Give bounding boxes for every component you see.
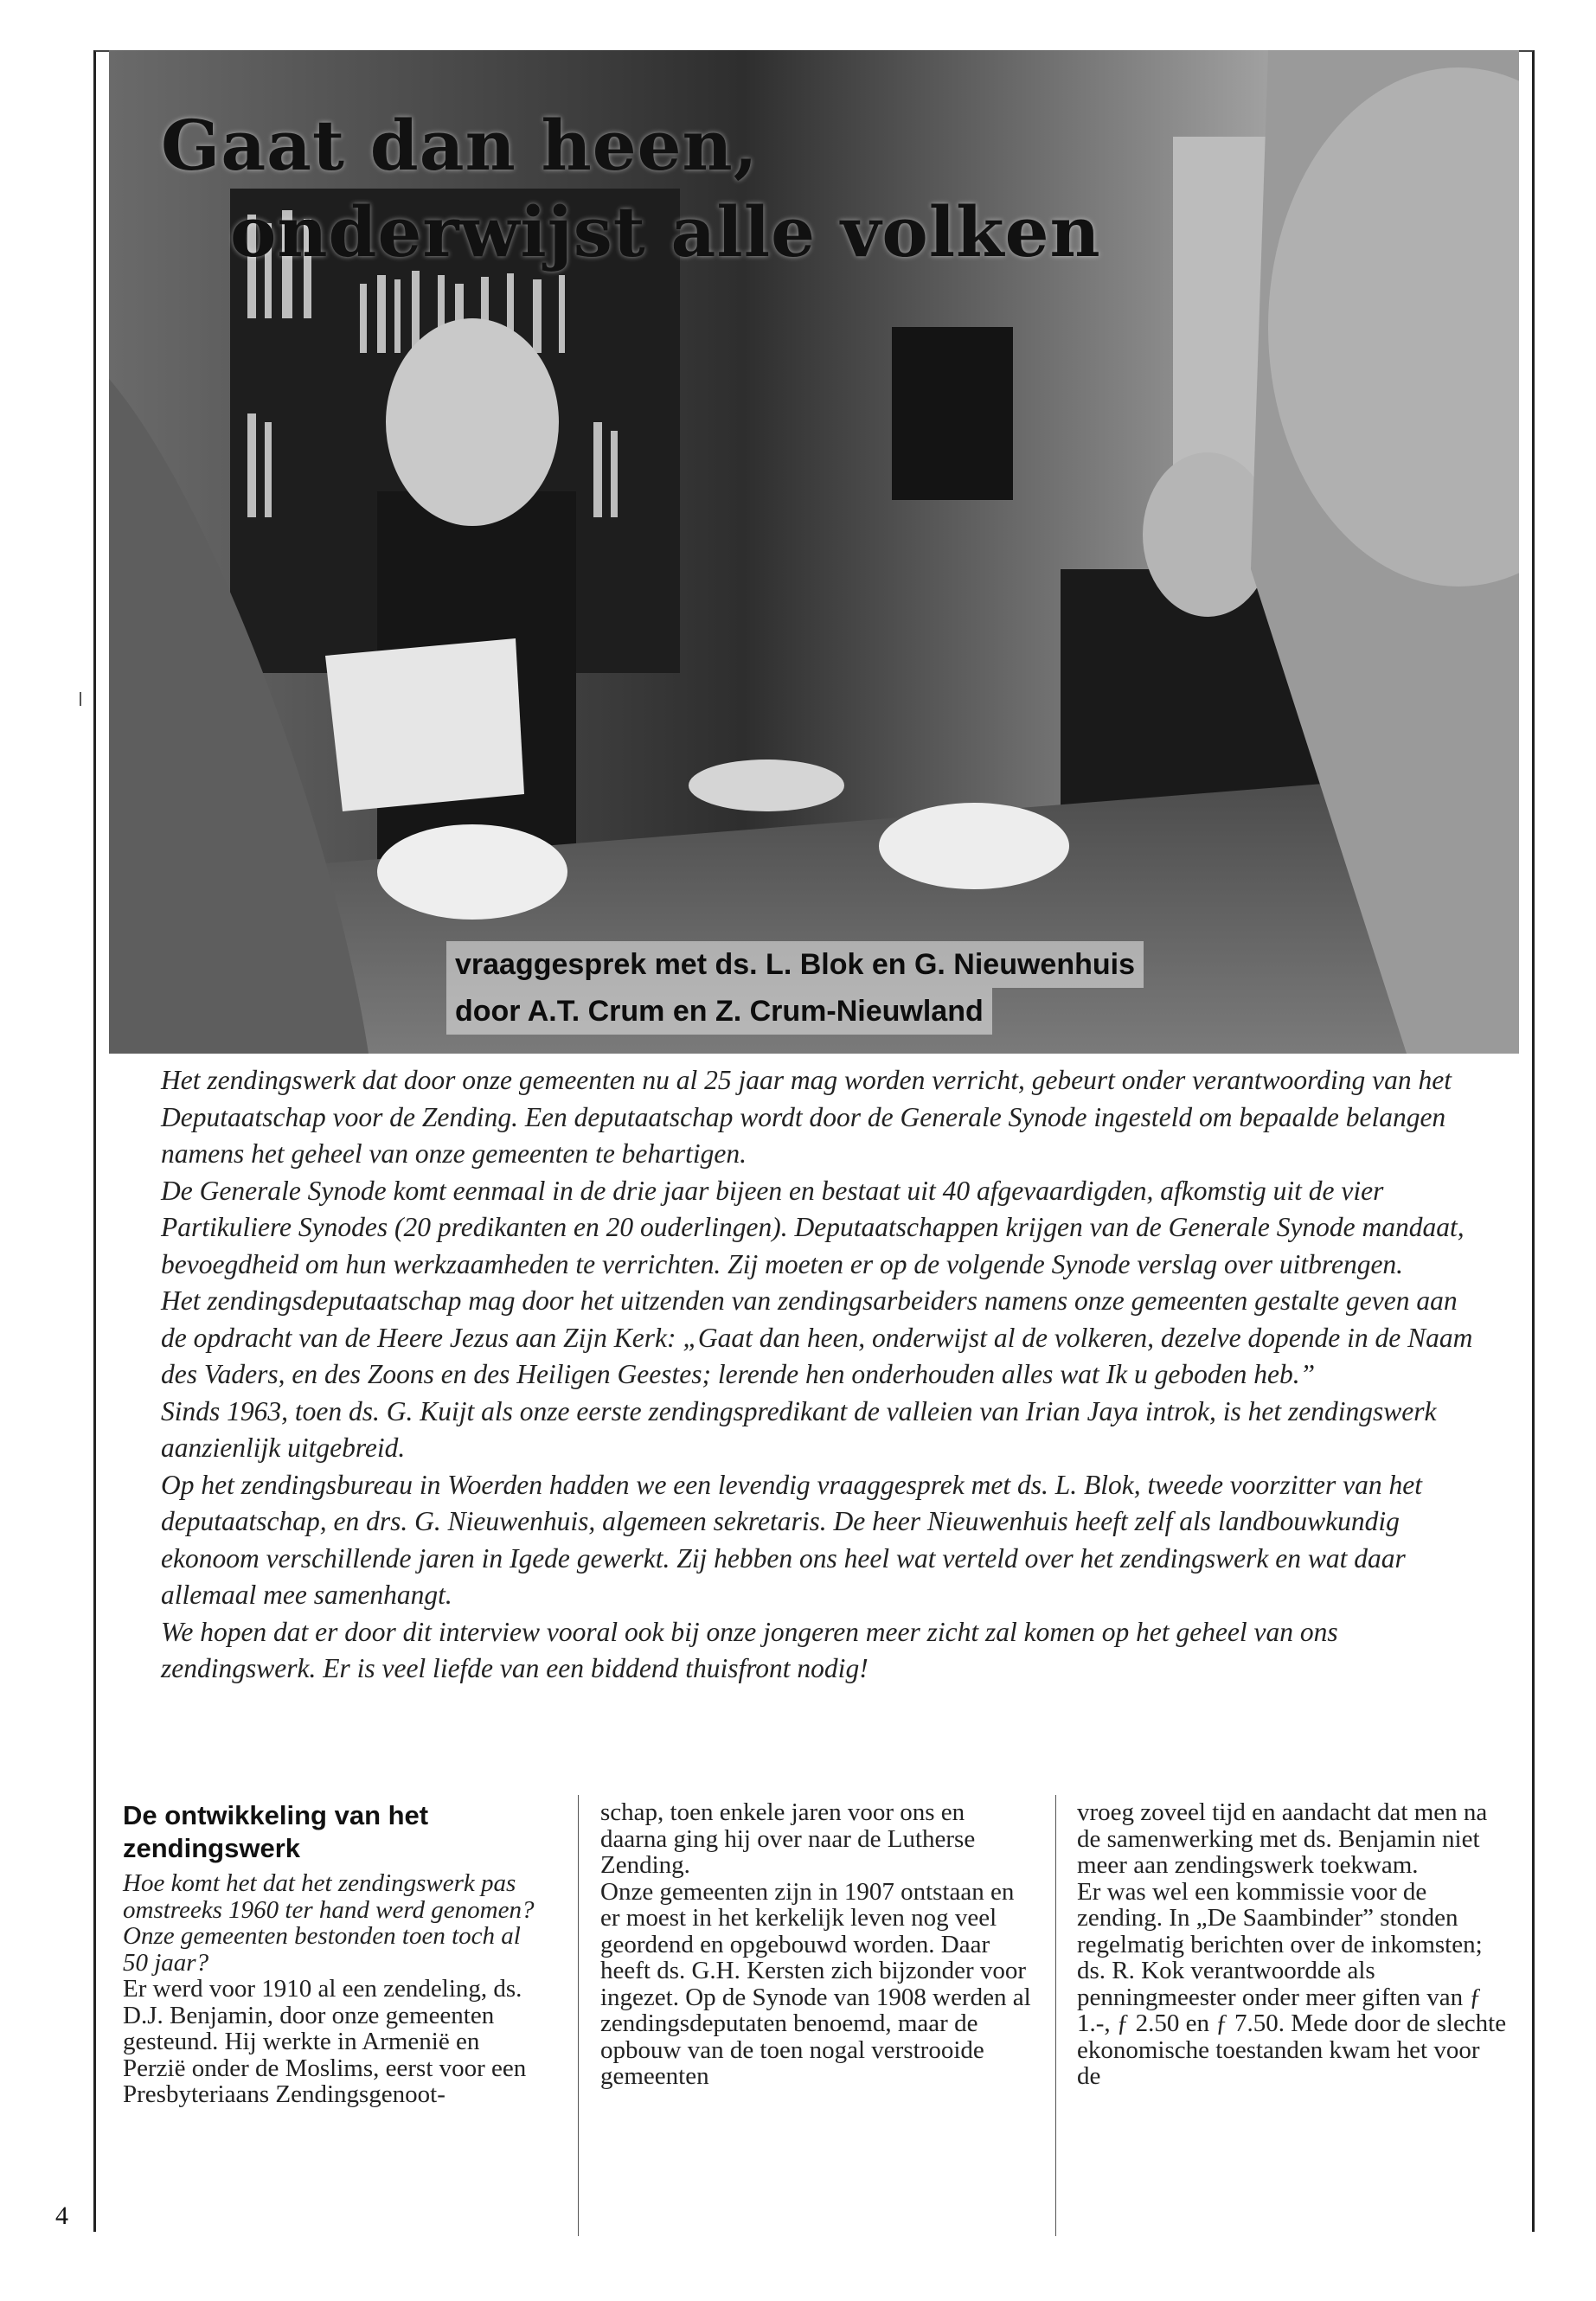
intro-paragraph: Sinds 1963, toen ds. G. Kuijt als onze eerste zendingspredikant de valleien van Irian Jaya introk, is het zendingswerk aanzienlijk uitgebreid. <box>161 1395 1437 1463</box>
interview-photo <box>109 50 1519 1054</box>
body-paragraph: Onze gemeenten zijn in 1907 ontstaan en er moest in het kerkelijk leven nog veel geordend en opgebouwd worden. Daar heeft ds. G.H. Kersten zich bijzonder voor ingezet. Op de Synode van 1908 werden al zendingsdeputaten benoemd, maar de opbouw van de toen nogal verstrooide gemeenten <box>600 1877 1031 2090</box>
intro-paragraph: De Generale Synode komt eenmaal in de drie jaar bijeen en bestaat uit 40 afgevaardigden, afkomstig uit de vier Partikuliere Synodes (20 predikanten en 20 ouderlingen). Deputaatschappen krijgen van de Generale Synode mandaat, bevoegdheid om hun werkzaamheden te verrichten. Zij moeten er op de volgende Synode verslag over uitbrengen. <box>161 1175 1465 1279</box>
column-2 <box>600 1799 1033 2090</box>
body-paragraph: schap, toen enkele jaren voor ons en daarna ging hij over naar de Lutherse Zending. <box>600 1798 976 1879</box>
intro-paragraph: Het zendingswerk dat door onze gemeenten nu al 25 jaar mag worden verricht, gebeurt onder verantwoording van het Deputaatschap voor de Zending. Een deputaatschap wordt door de Generale Synode ingesteld om bepaalde belangen namens het geheel van onze gemeenten te behartigen. <box>161 1065 1452 1169</box>
article-title <box>161 102 1101 275</box>
title-line-2: onderwijst alle volken <box>230 191 1101 272</box>
body-paragraph: Er werd voor 1910 al een zendeling, ds. D.J. Benjamin, door onze gemeenten gesteund. Hij werkte in Armenië en Perzië onder de Moslims, eerst voor een Presbyteriaans Zendingsgenoot- <box>123 1975 527 2108</box>
column-rule <box>1055 1795 1056 2236</box>
page-number: 4 <box>55 2202 68 2230</box>
byline-interviewees: vraaggesprek met ds. L. Blok en G. Nieuwenhuis <box>446 941 1144 988</box>
section-heading: De ontwikkeling van het zendingswerk <box>123 1800 429 1863</box>
column-1 <box>123 1799 538 2108</box>
intro-paragraph: Het zendingsdeputaatschap mag door het uitzenden van zendingsarbeiders namens onze gemeenten gestalte geven aan de opdracht van de Heere Jezus aan Zijn Kerk: „Gaat dan heen, onderwijst al de volkeren, dezelve dopende in de Naam des Vaders, en des Zoons en des Heiligen Geestes; lerende hen onderhouden alles wat Ik u geboden heb.” <box>161 1285 1473 1389</box>
intro-paragraph: We hopen dat er door dit interview vooral ook bij onze jongeren meer zicht zal komen op het geheel van ons zendingswerk. Er is veel liefde van een biddend thuisfront nodig! <box>161 1616 1338 1683</box>
column-3 <box>1077 1799 1509 2090</box>
column-rule <box>578 1795 579 2236</box>
interview-question: Hoe komt het dat het zendingswerk pas omstreeks 1960 ter hand werd genomen? Onze gemeenten bestonden toen toch al 50 jaar? <box>123 1869 535 1977</box>
intro-paragraph: Op het zendingsbureau in Woerden hadden we een levendig vraaggesprek met ds. L. Blok, tweede voorzitter van het deputaatschap, en drs. G. Nieuwenhuis, algemeen sekretaris. De heer Nieuwenhuis heeft zelf als landbouwkundig ekonoom verschillende jaren in Igede gewerkt. Zij hebben ons heel wat verteld over het zendingswerk en wat daar allemaal mee samenhangt. <box>161 1469 1423 1610</box>
title-line-1: Gaat dan heen, <box>161 105 759 186</box>
body-paragraph: Er was wel een kommissie voor de zending. In „De Saambinder” stonden regelmatig berichten over de inkomsten; ds. R. Kok verantwoordde als penningmeester onder meer giften van ƒ 1.-, ƒ 2.50 en ƒ 7.50. Mede door de slechte ekonomische toestanden kwam het voor de <box>1077 1877 1507 2090</box>
margin-mark <box>80 692 81 706</box>
byline <box>446 941 1144 1035</box>
intro-text <box>161 1062 1476 1688</box>
body-paragraph: vroeg zoveel tijd en aandacht dat men na de samenwerking met ds. Benjamin niet meer aan zendingswerk toekwam. <box>1077 1798 1488 1879</box>
byline-authors: door A.T. Crum en Z. Crum-Nieuwland <box>446 988 992 1035</box>
